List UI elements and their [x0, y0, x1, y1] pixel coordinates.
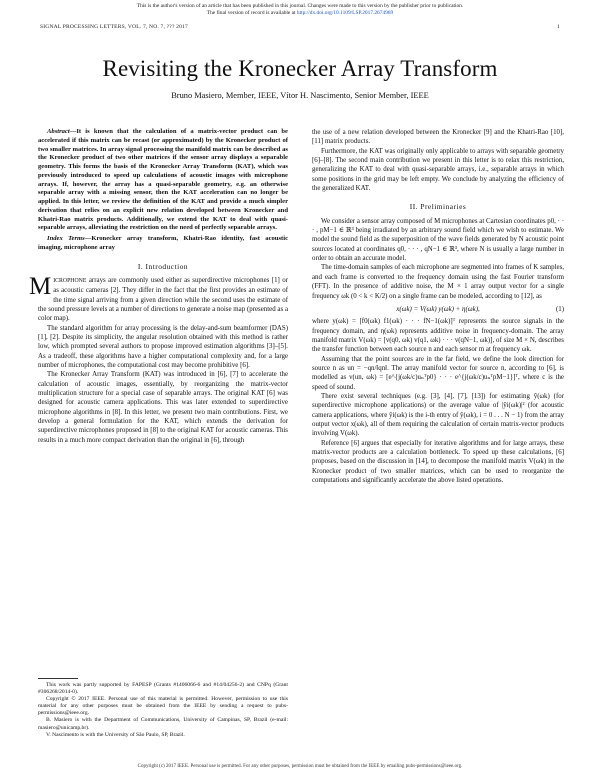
footnote-rule — [38, 678, 78, 679]
paper-authors: Bruno Masiero, Member, IEEE, Vítor H. Nascimento, Senior Member, IEEE — [171, 91, 429, 100]
notice-prefix: The final version of record is available at — [206, 10, 296, 16]
index-terms — [38, 235, 288, 253]
footnote-author-1: B. Masiero is with the Department of Communications, University of Campinas, SP, Brazil (e-mail: masiero@unicamp.br). — [38, 717, 288, 731]
publisher-notice — [0, 3, 600, 17]
prelim-paragraph-2: The time-domain samples of each microphone are segmented into frames of K samples, and each frame is converted to the frequency domain using the fast Fourier transform (FFT). In the presence of additive noise, the M × 1 array output vector for a single frequency ωk (0 < k < K/2) on a single frame can be modeled, according to [12], as — [312, 264, 564, 300]
intro-p1-text: arrays are commonly used either as superdirective microphones [1] or as acoustic cameras [2]. They differ in the fact that the first provides an estimate of the time signal arriving from a given direction while the second uses the estimate of the sound pressure levels at a number of directions to generate a noise map (presented as a color map). — [38, 276, 288, 323]
equation-body: x(ωk) = V(ωk) y(ωk) + η(ωk), — [396, 305, 480, 313]
running-header — [40, 24, 560, 30]
abstract — [38, 128, 288, 233]
index-terms-text: —Kronecker array transform, Khatri-Rao identity, fast acoustic imaging, microphone array — [38, 235, 288, 251]
prelim-paragraph-3: where y(ωk) = [f0(ωk) f1(ωk) · · · fN−1(ωk)]ᵀ represents the source signals in the frequency domain, and η(ωk) represents additive noise in frequency-domain. The array manifold matrix V(ωk) = [v(q0, ωk) v(q1, ωk) · · · v(qN−1, ωk)], of size M × N, describes the transfer function between each source n and each sensor m at frequency ωk. — [312, 318, 564, 354]
left-column — [29, 128, 288, 445]
abstract-text: —It is known that the calculation of a matrix-vector product can be accelerated if this matrix can be recast (or approximated) by the Kronecker product of two smaller matrices. In array signal processing the manifold matrix can be described as the Kronecker product of two other matrices if the sensor array displays a separable geometry. This forms the basis of the Kronecker Array Transform (KAT), which was previously introduced to speed up calculations of acoustic images with microphone arrays. If, however, the array has a quasi-separable geometry, e.g. an otherwise separable array with a missing sensor, then the KAT acceleration can no longer be applied. In this letter, we review the definition of the KAT and provide a much simpler derivation that relies on an explicit new relation developed between Kronecker and Khatri-Rao matrix products. Additionally, we extend the KAT to deal with quasi-separable arrays, alleviating the restriction on the need of perfectly separable arrays. — [38, 128, 288, 232]
intro-paragraph-5: Furthermore, the KAT was originally only applicable to arrays with separable geometry [6]–[8]. The second main contribution we present in this letter is to relax this restriction, generalizing the KAT to deal with quasi-separable arrays, i.e., separable arrays in which some positions in the grid may be left empty. We conclude by analyzing the efficiency of the generalized KAT. — [312, 147, 564, 193]
prelim-paragraph-4: Assuming that the point sources are in the far field, we define the look direction for source n as un = −qn/‖qn‖. The array manifold vector for source n, according to [6], is modelled as v(un, ωk) = [e^{j(ωk/c)uₙᵀp0} · · · e^{j(ωk/c)uₙᵀpM−1}]ᵀ, where c is the speed of sound. — [312, 355, 564, 391]
intro-paragraph-1 — [29, 272, 288, 324]
footnote-funding: This work was partly supported by FAPESP (Grants #1406066-6 and #14/04256-2) and CNPq (Grant #306268/2014-0). — [38, 682, 288, 696]
prelim-paragraph-6: Reference [6] argues that especially for iterative algorithms and for large arrays, these matrix-vector products are a calculation bottleneck. To speed up these calculations, [6] proposes, based on the discussion in [14], to decompose the manifold matrix V(ωk) in the Kronecker product of two smaller matrices, which can be used to reorganize the computations and significantly accelerate the above listed operations. — [312, 439, 564, 485]
notice-line-2 — [0, 10, 600, 17]
footnotes — [38, 678, 288, 739]
drop-cap: M — [29, 272, 52, 300]
intro-paragraph-4: the use of a new relation developed between the Kronecker [9] and the Khatri-Rao [10], [11] matrix products. — [312, 129, 564, 146]
section-heading-introduction: I. Introduction — [137, 261, 189, 271]
right-column — [312, 128, 564, 485]
footnote-copyright: Copyright © 2017 IEEE. Personal use of this material is permitted. However, permission to use this material for any other purposes must be obtained from the IEEE by sending a request to pubs-permissions@ieee.org. — [38, 696, 288, 717]
abstract-lead: Abstract — [47, 128, 70, 135]
intro-paragraph-3: The Kronecker Array Transform (KAT) was introduced in [6], [7] to accelerate the calculation of acoustic images, essentially, by reorganizing the matrix-vector multiplication structure for a special case of separable arrays. The original KAT [6] was designed for acoustic camera applications. This was later extended to superdirective microphone algorithms in [8]. In this letter, we present two main contributions. First, we develop a general formulation for the KAT, which extends the derivation for superdirective microphones proposed in [8] to the original KAT for acoustic cameras. This results in a much more compact derivation than the original in [6], through — [38, 371, 288, 444]
bottom-copyright: Copyright (c) 2017 IEEE. Personal use is permitted. For any other purposes, permission must be obtained from the IEEE by emailing pubs-permissions@ieee.org. — [137, 764, 463, 769]
footnote-author-2: V. Nascimento is with the University of São Paulo, SP, Brazil. — [46, 731, 185, 738]
intro-paragraph-2: The standard algorithm for array processing is the delay-and-sum beamformer (DAS) [1], [2]. Despite its simplicity, the angular resolution obtained with this method is rather low, which prompted several authors to propose improved estimation algorithms [3]–[5]. As a tradeoff, these algorithms have a higher computational complexity and, for a large number of microphones, the computational cost may become prohibitive [6]. — [38, 324, 288, 369]
intro-smallcaps: ICROPHONE — [53, 277, 87, 284]
section-heading-preliminaries: II. Preliminaries — [409, 202, 467, 212]
paper-title: Revisiting the Kronecker Array Transform — [102, 56, 498, 81]
index-terms-lead: Index Terms — [47, 235, 85, 242]
prelim-paragraph-1: We consider a sensor array composed of M microphones at Cartesian coordinates p0, · · · , pM−1 ∈ ℝ³ being irradiated by an arbitrary sound field which we wish to estimate. We model the sound field as the superposition of the wave fields generated by N acoustic point sources located at coordinates q0, · · · , qN−1 ∈ ℝ³, where N is usually a large number in order to obtain an accurate model. — [312, 217, 564, 263]
notice-line-1: This is the author's version of an article that has been published in this journal. Changes were made to this version by the publisher prior to publication. — [136, 3, 464, 9]
page-number: 1 — [557, 24, 560, 30]
equation-number: (1) — [555, 305, 564, 313]
prelim-paragraph-5: There exist several techniques (e.g. [3], [4], [7], [13]) for estimating ŷ(ωk) (for superdirective microphone applications) or the average value of |ŷi(ωk)|² (for acoustic camera applications, where ŷi(ωk) is the i-th entry of ŷ(ωk), i = 0 . . . N − 1) from the array output vector x(ωk), all of them requiring the calculation of certain matrix-vector products involving V(ωk). — [312, 392, 564, 438]
equation-1 — [312, 305, 564, 314]
doi-link[interactable]: http://dx.doi.org/10.1109/LSP.2017.2674969 — [296, 10, 394, 16]
journal-name: SIGNAL PROCESSING LETTERS, VOL. 7, NO. 7, ??? 2017 — [40, 24, 188, 30]
